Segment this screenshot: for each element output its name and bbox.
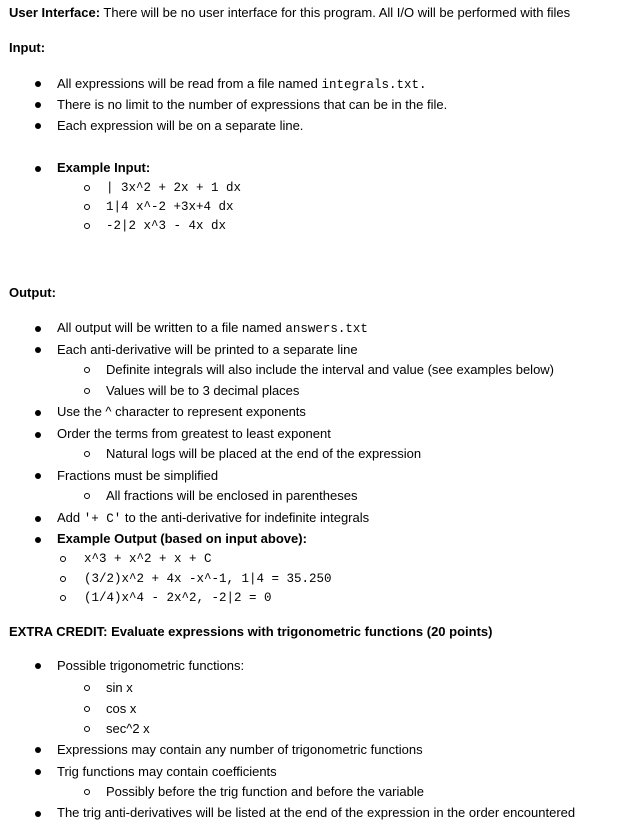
trig-function-3: sec^2 x xyxy=(106,721,150,736)
extra-credit-bullet-1: Possible trigonometric functions: xyxy=(57,658,245,673)
bullet-icon xyxy=(35,326,41,332)
input-filename: integrals.txt xyxy=(321,78,419,92)
user-interface-text: There will be no user interface for this program. All I/O will be performed with files xyxy=(100,5,571,20)
sub-bullet-icon xyxy=(84,789,90,795)
example-input-2: 1|4 x^-2 +3x+4 dx xyxy=(106,200,234,214)
input-heading: Input: xyxy=(9,40,46,55)
plus-c-code: '+ C' xyxy=(83,512,122,526)
example-input-3: -2|2 x^3 - 4x dx xyxy=(106,219,227,233)
bullet-icon xyxy=(35,166,41,172)
output-bullet-2: Each anti-derivative will be printed to a separate line xyxy=(57,342,358,357)
sub-bullet-icon xyxy=(84,204,90,210)
bullet-icon xyxy=(35,663,41,669)
sub-bullet-icon xyxy=(84,185,90,191)
bullet-icon xyxy=(35,537,41,543)
sub-bullet-icon xyxy=(84,493,90,499)
example-output-1: x^3 + x^2 + x + C xyxy=(84,552,212,566)
trig-function-2: cos x xyxy=(106,701,137,716)
output-bullet-5: Fractions must be simplified xyxy=(57,468,219,483)
sub-bullet-icon xyxy=(84,388,90,394)
output-heading: Output: xyxy=(9,285,56,300)
bullet-icon xyxy=(35,81,41,87)
bullet-icon xyxy=(35,747,41,753)
input-bullet-1: All expressions will be read from a file named integrals.txt. xyxy=(57,76,427,92)
sub-bullet-icon xyxy=(84,223,90,229)
example-output-label: Example Output (based on input above): xyxy=(57,531,307,546)
bullet-icon xyxy=(35,410,41,416)
output-sub-4a: Natural logs will be placed at the end of the expression xyxy=(106,446,422,461)
example-output-2: (3/2)x^2 + 4x -x^-1, 1|4 = 35.250 xyxy=(84,572,332,586)
bullet-icon xyxy=(35,432,41,438)
extra-credit-bullet-3: Trig functions may contain coefficients xyxy=(57,764,277,779)
bullet-icon xyxy=(35,769,41,775)
bullet-icon xyxy=(35,811,41,817)
output-bullet-6: Add '+ C' to the anti-derivative for indefinite integrals xyxy=(57,510,370,526)
sub-bullet-icon xyxy=(84,367,90,373)
example-input-label: Example Input: xyxy=(57,160,151,175)
output-bullet-3: Use the ^ character to represent exponents xyxy=(57,404,306,419)
user-interface-label: User Interface: xyxy=(9,5,101,20)
user-interface-line xyxy=(9,5,570,21)
sub-bullet-icon xyxy=(84,451,90,457)
sub-bullet-icon xyxy=(60,595,66,601)
extra-credit-heading: EXTRA CREDIT: Evaluate expressions with trigonometric functions (20 points) xyxy=(9,624,493,639)
sub-bullet-icon xyxy=(84,706,90,712)
trig-function-1: sin x xyxy=(106,680,133,695)
sub-bullet-icon xyxy=(60,576,66,582)
extra-credit-sub-3a: Possibly before the trig function and before the variable xyxy=(106,784,424,799)
sub-bullet-icon xyxy=(60,556,66,562)
output-filename: answers.txt xyxy=(285,322,368,336)
bullet-icon xyxy=(35,473,41,479)
output-sub-2a: Definite integrals will also include the interval and value (see examples below) xyxy=(106,362,555,377)
output-sub-2b: Values will be to 3 decimal places xyxy=(106,383,300,398)
bullet-icon xyxy=(35,516,41,522)
input-bullet-2: There is no limit to the number of expressions that can be in the file. xyxy=(57,97,448,112)
sub-bullet-icon xyxy=(84,726,90,732)
extra-credit-bullet-2: Expressions may contain any number of trigonometric functions xyxy=(57,742,423,757)
bullet-icon xyxy=(35,347,41,353)
bullet-icon xyxy=(35,102,41,108)
output-bullet-1: All output will be written to a file named answers.txt xyxy=(57,320,368,336)
example-input-1: | 3x^2 + 2x + 1 dx xyxy=(106,181,242,195)
sub-bullet-icon xyxy=(84,685,90,691)
output-sub-5a: All fractions will be enclosed in parentheses xyxy=(106,488,358,503)
input-bullet-3: Each expression will be on a separate line. xyxy=(57,118,304,133)
example-output-3: (1/4)x^4 - 2x^2, -2|2 = 0 xyxy=(84,591,272,605)
output-bullet-4: Order the terms from greatest to least exponent xyxy=(57,426,331,441)
extra-credit-bullet-4: The trig anti-derivatives will be listed at the end of the expression in the order encountered xyxy=(57,805,576,820)
bullet-icon xyxy=(35,123,41,129)
